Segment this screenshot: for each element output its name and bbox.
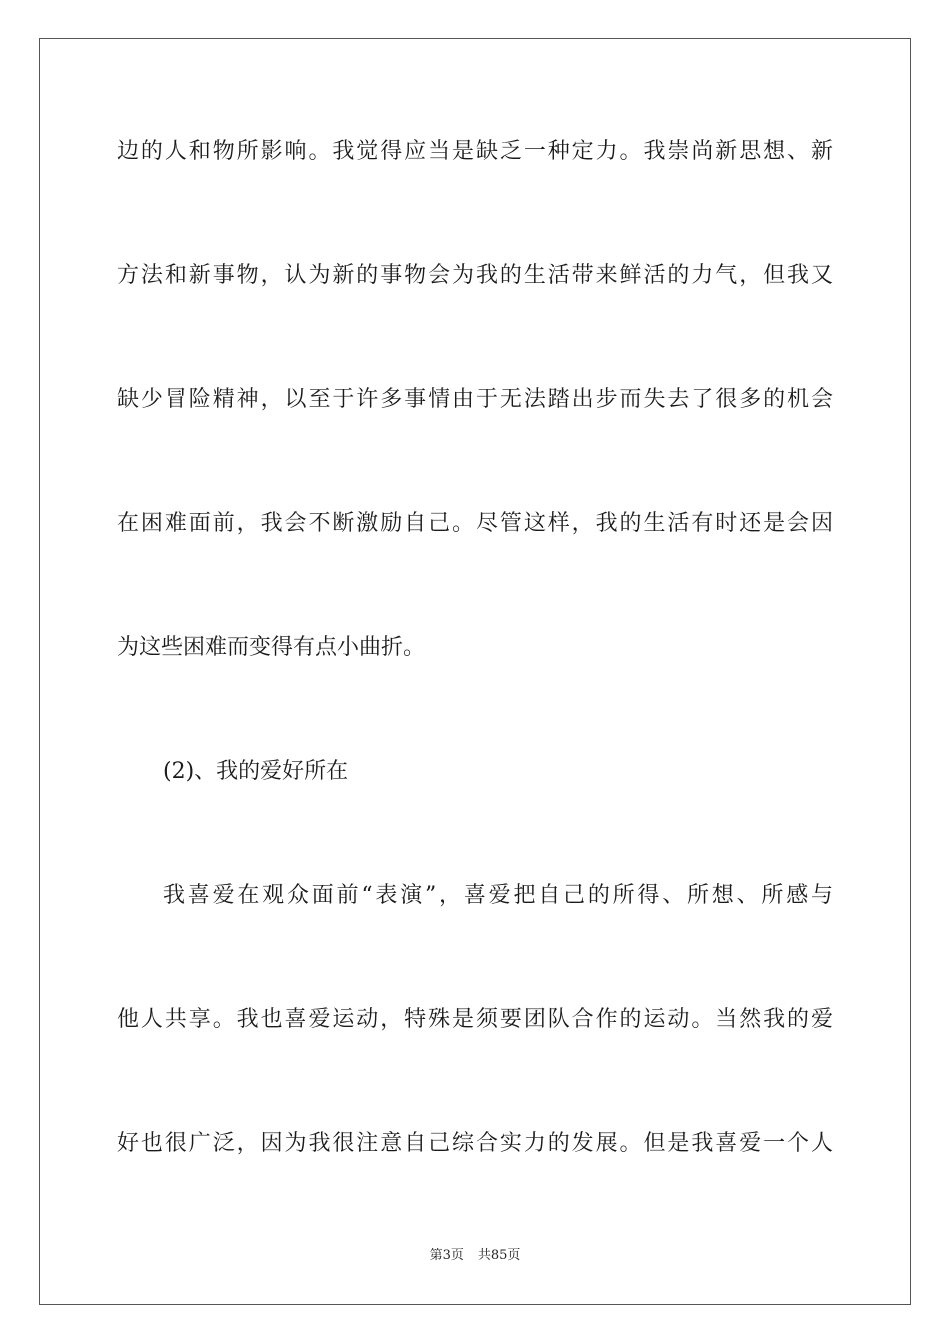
body-text-line: 方法和新事物，认为新的事物会为我的生活带来鲜活的力气，但我又 bbox=[117, 263, 833, 288]
body-text-line: 在困难面前，我会不断激励自己。尽管这样，我的生活有时还是会因 bbox=[117, 511, 833, 536]
body-text-line: 好也很广泛，因为我很注意自己综合实力的发展。但是我喜爱一个人 bbox=[117, 1131, 833, 1156]
body-text-line: 缺少冒险精神，以至于许多事情由于无法踏出步而失去了很多的机会 bbox=[117, 387, 833, 412]
body-text-line: 他人共享。我也喜爱运动，特殊是须要团队合作的运动。当然我的爱 bbox=[117, 1007, 833, 1032]
section-heading: (2)、我的爱好所在 bbox=[163, 759, 349, 784]
body-text-line: 我喜爱在观众面前“表演”，喜爱把自己的所得、所想、所感与 bbox=[163, 883, 833, 908]
body-text-line: 为这些困难而变得有点小曲折。 bbox=[117, 635, 426, 660]
page-number: 第3页 bbox=[429, 1248, 464, 1263]
page-footer bbox=[0, 1246, 950, 1266]
page-total: 共85页 bbox=[477, 1248, 521, 1263]
page-border bbox=[39, 38, 911, 1305]
body-text-line: 边的人和物所影响。我觉得应当是缺乏一种定力。我崇尚新思想、新 bbox=[117, 139, 833, 164]
